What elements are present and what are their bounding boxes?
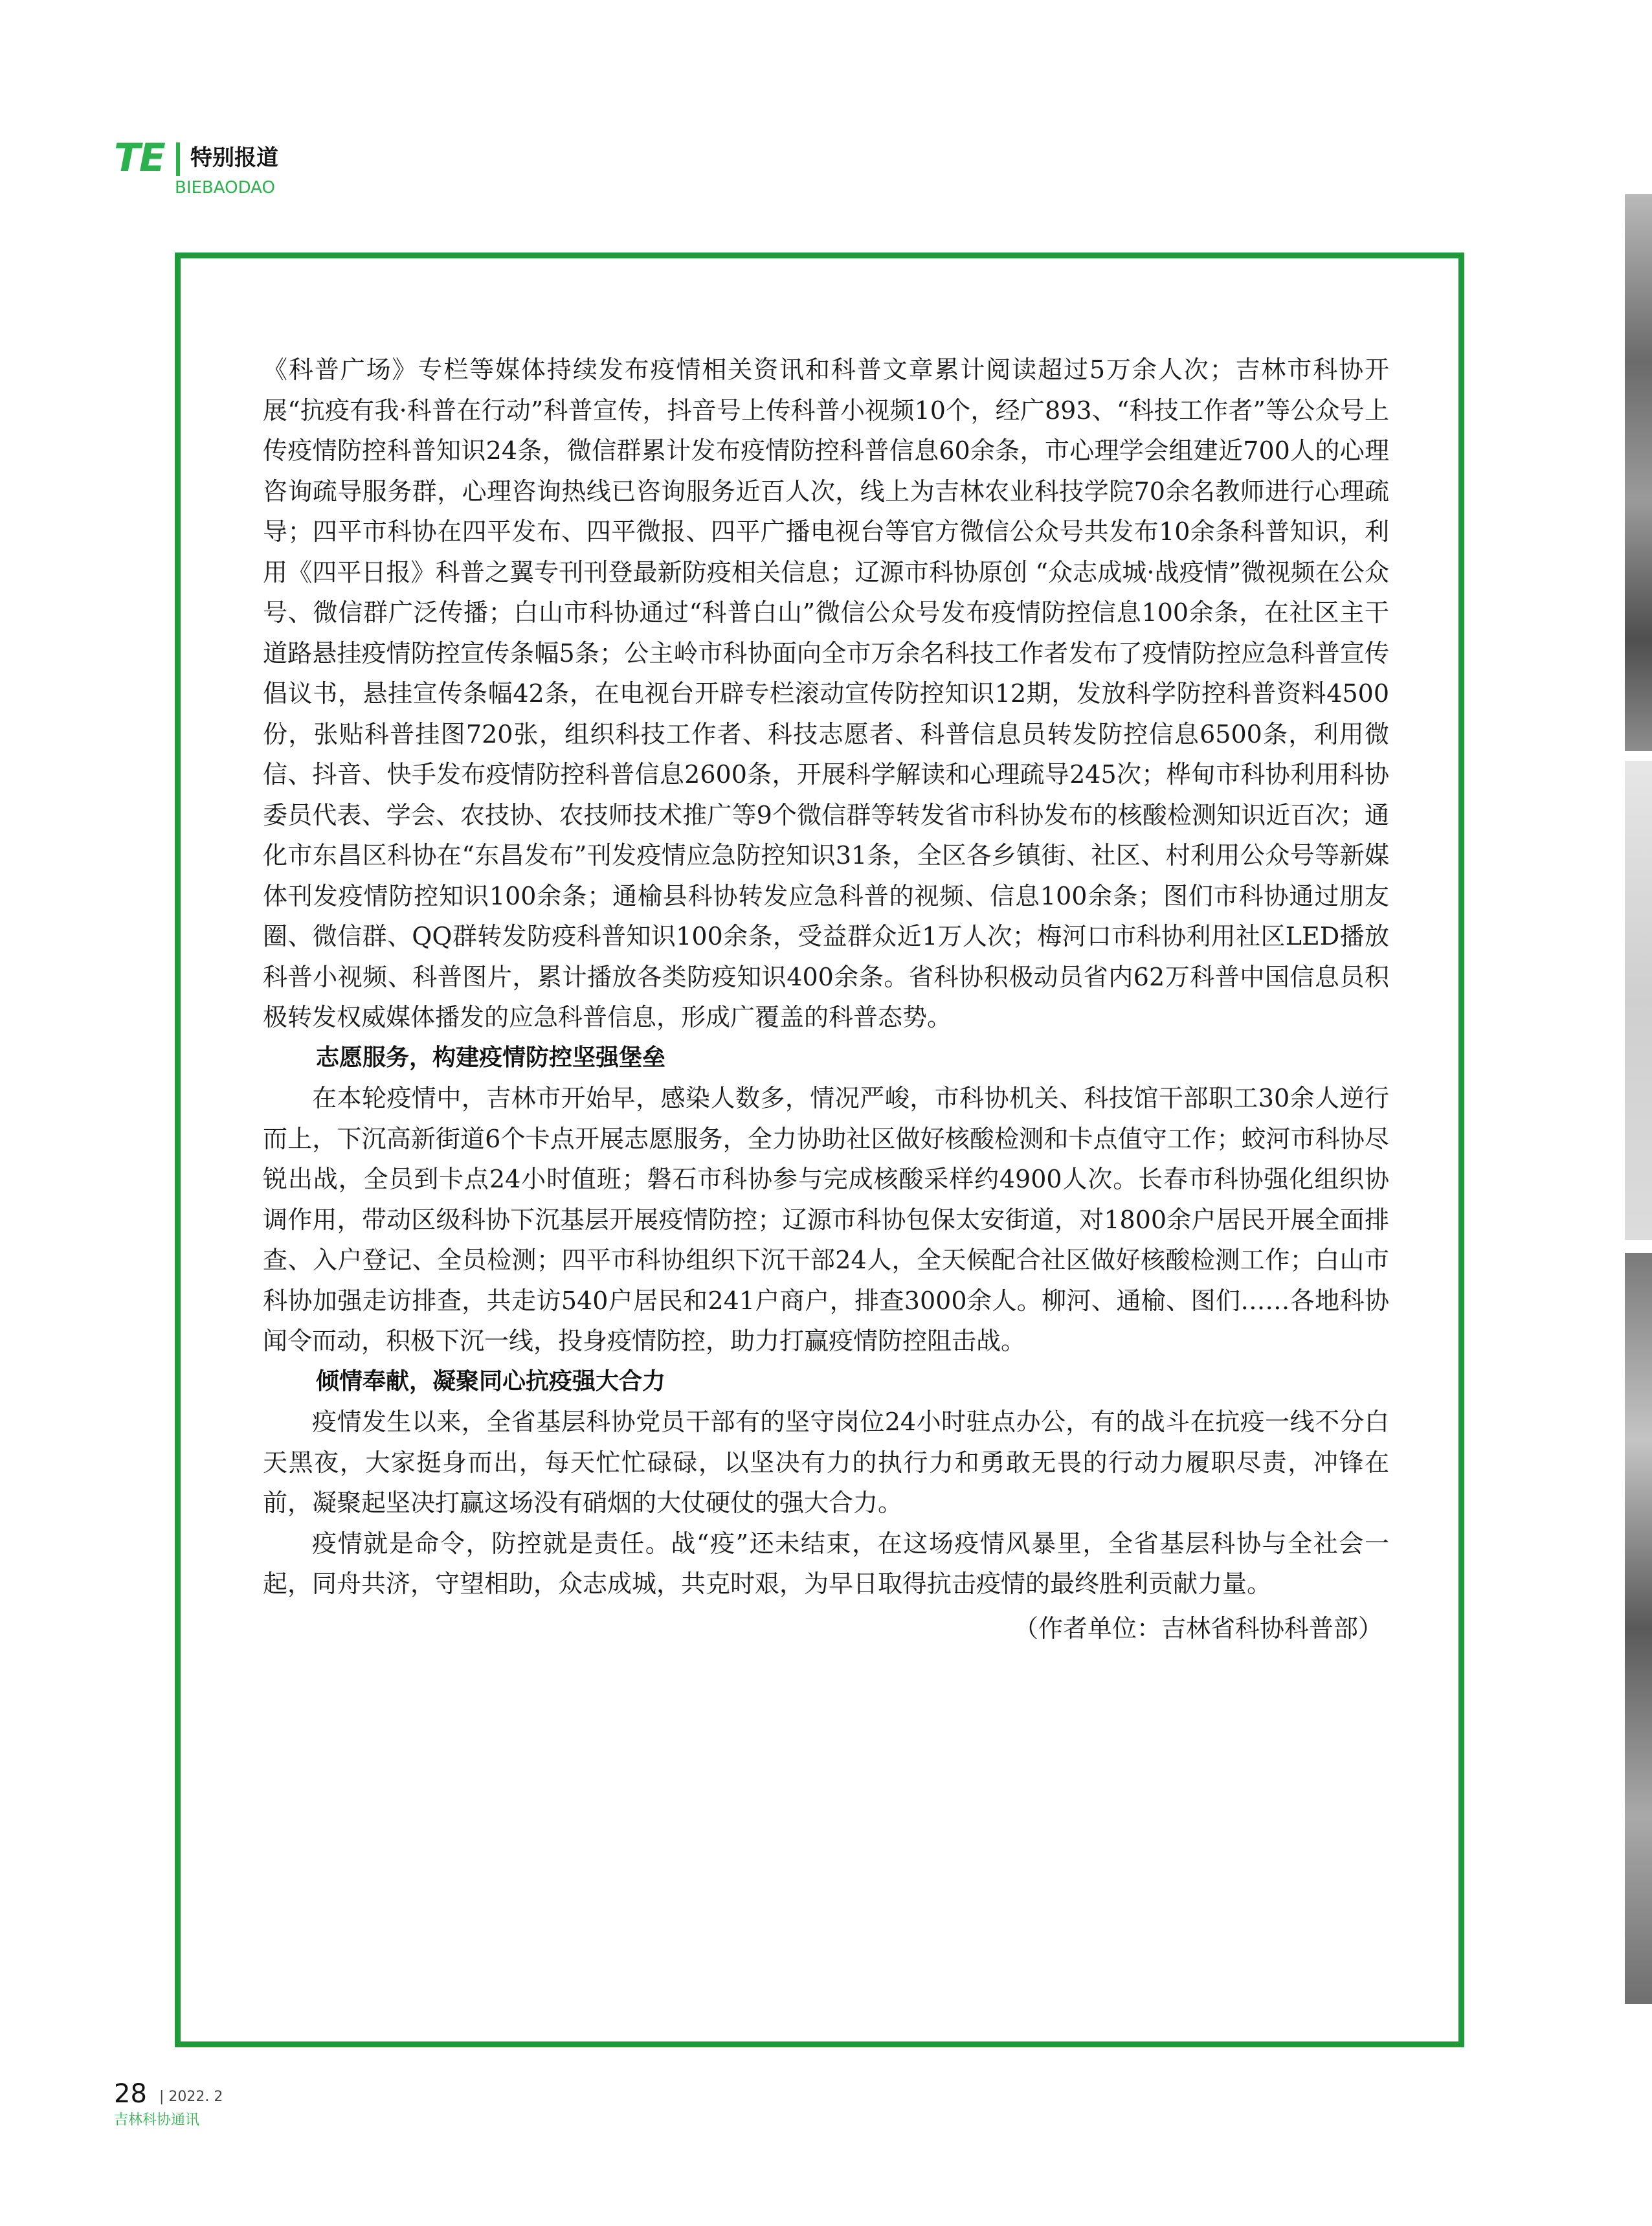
- article-heading-dedication: 倾情奉献，凝聚同心抗疫强大合力: [316, 1367, 666, 1395]
- logo-divider: [176, 142, 180, 176]
- article-paragraph-3: 疫情发生以来，全省基层科协党员干部有的坚守岗位24小时驻点办公，有的战斗在抗疫一线不分白天黑夜，大家挺身而出，每天忙忙碌碌，以坚决有力的执行力和勇敢无畏的行动力履职尽责，冲锋在前，凝聚起坚决打赢这场没有硝烟的大仗硬仗的强大合力。: [263, 1408, 1389, 1517]
- section-title: 特别报道: [190, 145, 278, 171]
- article-paragraph-2: 在本轮疫情中，吉林市开始早，感染人数多，情况严峻，市科协机关、科技馆干部职工30余人逆行而上，下沉高新街道6个卡点开展志愿服务，全力协助社区做好核酸检测和卡点值守工作；蛟河市科协尽锐出战，全员到卡点24小时值班；磐石市科协参与完成核酸采样约4900人次。长春市科协强化组织协调作用，带动区级科协下沉基层开展疫情防控；辽源市科协包保太安街道，对1800余户居民开展全面排查、入户登记、全员检测；四平市科协组织下沉干部24人，全天候配合社区做好核酸检测工作；白山市科协加强走访排查，共走访540户居民和241户商户，排查3000余人。柳河、通榆、图们……各地科协闻令而动，积极下沉一线，投身疫情防控，助力打赢疫情防控阻击战。: [263, 1084, 1389, 1355]
- issue-label: | 2022. 2: [159, 2089, 223, 2105]
- article-paragraph-4: 疫情就是命令，防控就是责任。战“疫”还未结束，在这场疫情风暴里，全省基层科协与全社会一起，同舟共济，守望相助，众志成城，共克时艰，为早日取得抗击疫情的最终胜利贡献力量。: [263, 1529, 1389, 1598]
- author-affiliation: （作者单位：吉林省科协科普部）: [1013, 1613, 1383, 1643]
- article-body: [263, 350, 1389, 1648]
- section-subtitle: BIEBAODAO: [175, 178, 275, 197]
- journal-name: 吉林科协通讯: [114, 2112, 200, 2128]
- page-header: [114, 135, 567, 210]
- page-footer: [114, 2078, 502, 2130]
- magazine-logo: TE: [114, 135, 164, 181]
- edge-photo-strip-bottom: [1625, 1253, 1652, 2004]
- edge-photo-strip-top: [1625, 194, 1652, 751]
- page-number: 28: [114, 2079, 147, 2109]
- article-heading-volunteer: 志愿服务，构建疫情防控坚强堡垒: [316, 1044, 666, 1071]
- article-paragraph-1: 《科普广场》专栏等媒体持续发布疫情相关资讯和科普文章累计阅读超过5万余人次；吉林市科协开展“抗疫有我·科普在行动”科普宣传，抖音号上传科普小视频10个，经广893、“科技工作者”等公众号上传疫情防控科普知识24条，微信群累计发布疫情防控科普信息60余条，市心理学会组建近700人的心理咨询疏导服务群，心理咨询热线已咨询服务近百人次，线上为吉林农业科技学院70余名教师进行心理疏导；四平市科协在四平发布、四平微报、四平广播电视台等官方微信公众号共发布10余条科普知识，利用《四平日报》科普之翼专刊刊登最新防疫相关信息；辽源市科协原创 “众志成城·战疫情”微视频在公众号、微信群广泛传播；白山市科协通过“科普白山”微信公众号发布疫情防控信息100余条，在社区主干道路悬挂疫情防控宣传条幅5条；公主岭市科协面向全市万余名科技工作者发布了疫情防控应急科普宣传倡议书，悬挂宣传条幅42条，在电视台开辟专栏滚动宣传防控知识12期，发放科学防控科普资料4500份，张贴科普挂图720张，组织科技工作者、科技志愿者、科普信息员转发防控信息6500条，利用微信、抖音、快手发布疫情防控科普信息2600条，开展科学解读和心理疏导245次；桦甸市科协利用科协委员代表、学会、农技协、农技师技术推广等9个微信群等转发省市科协发布的核酸检测知识近百次；通化市东昌区科协在“东昌发布”刊发疫情应急防控知识31条，全区各乡镇街、社区、村利用公众号等新媒体刊发疫情防控知识100余条；通榆县科协转发应急科普的视频、信息100余条；图们市科协通过朋友圈、微信群、QQ群转发防疫科普知识100余条，受益群众近1万人次；梅河口市科协利用社区LED播放科普小视频、科普图片，累计播放各类防疫知识400余条。省科协积极动员省内62万科普中国信息员积极转发权威媒体播发的应急科普信息，形成广覆盖的科普态势。: [263, 355, 1389, 1031]
- edge-photo-strip-middle: [1625, 761, 1652, 1240]
